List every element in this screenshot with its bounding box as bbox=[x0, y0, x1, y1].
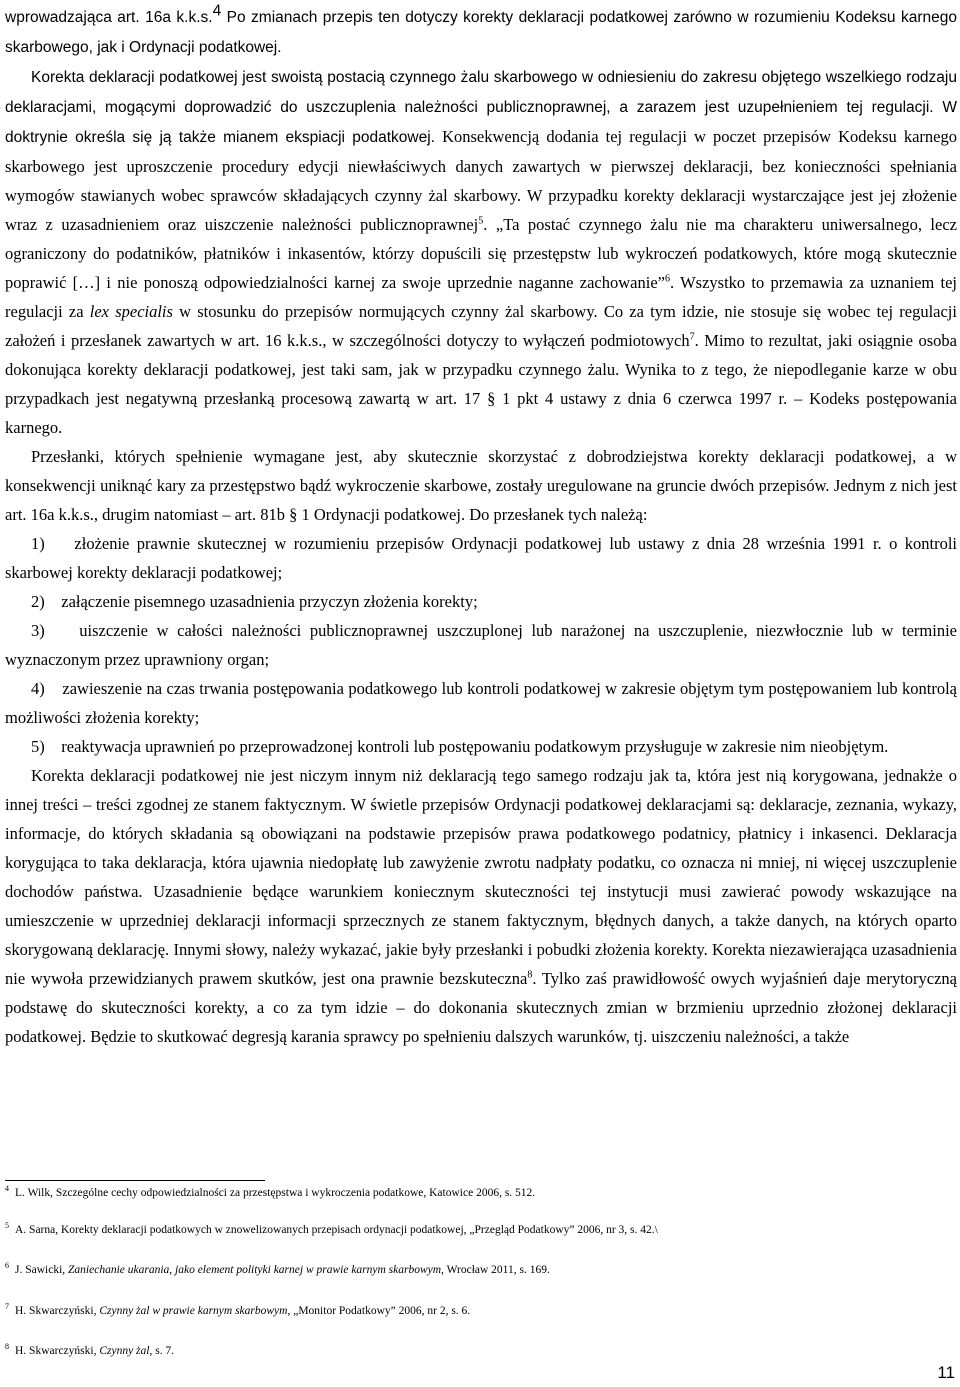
footnote-ref-8[interactable]: 8 bbox=[527, 969, 533, 981]
footnote-8: $^8$ H. Skwarczyński, Czynny żal, s. 7. bbox=[5, 1342, 175, 1357]
footnote-ref-5[interactable]: 5 bbox=[478, 215, 484, 227]
list-item: 1) złożenie prawnie skutecznej w rozumieniu przepisów Ordynacji podatkowej lub ustawy z dnia 28 września 1991 r. o kontroli skarbowej korekty deklaracji podatkowej; bbox=[5, 534, 957, 582]
list-item: 4) zawieszenie na czas trwania postępowania podatkowego lub kontroli podatkowej w zakresie objętym tym postępowaniem lub kontrolą możliwości złożenia korekty; bbox=[5, 679, 957, 727]
paragraph-4: Korekta deklaracji podatkowej nie jest niczym innym niż deklaracją tego samego rodzaju jak ta, która jest nią korygowana, jednakże o innej treści – treści zgodnej ze stanem faktycznym. W świetle przepisów Ordynacji podatkowej deklaracjami są: deklaracje, zeznania, wykazy, informacje, do których składania są obowiązani na podstawie przepisów prawa podatkowego podatnicy, płatnicy i inkasenci. Deklaracja korygująca to taka deklaracja, która ujawnia niedopłatę lub zawyżenie zwrotu nadpłaty podatku, co oznacza ni mniej, ni więcej uszczuplenie dochodów państwa. Uzasadnienie będące warunkiem koniecznym skuteczności tej instytucji musi zawierać powody wskazujące na umieszczenie w uprzedniej deklaracji informacji sprzecznych ze stanem faktycznym, błędnych danych, a także danych, na których oparto skorygowaną deklarację. Innymi słowy, należy wykazać, jakie były przesłanki i pobudki złożenia korekty. Korekta niezawierająca uzasadnienia nie wywoła przewidzianych prawem skutków, jest ona prawnie bezskuteczna$^8$. Tylko zaś prawidłowość owych wyjaśnień daje merytoryczną podstawę do skuteczności korekty, a co za tym idzie – do dokonania skutecznych zmian w brzmieniu uprzednio złożonej deklaracji podatkowej. Będzie to skutkować degresją karania sprawcy po spełnieniu dalszych warunków, tj. uiszczeniu należności, a także bbox=[5, 766, 957, 1046]
list-item: 2) załączenie pisemnego uzasadnienia przyczyn złożenia korekty; bbox=[31, 592, 478, 611]
footnote-6: $^6$ J. Sawicki, Zaniechanie ukarania, jako element polityki karnej w prawie karnym skarbowym, Wrocław 2011, s. 169. bbox=[5, 1261, 550, 1276]
list-item: 3) uiszczenie w całości należności publicznoprawnej uszczuplonej lub narażonej na uszczuplenie, niezwłocznie lub w terminie wyznaczonym przez uprawniony organ; bbox=[5, 621, 957, 669]
conditions-list bbox=[5, 529, 957, 761]
footnote-5: $^5$ A. Sarna, Korekty deklaracji podatkowych w znowelizowanych przepisach ordynacji podatkowej, „Przegląd Podatkowy” 2006, nr 3, s. 42.\ bbox=[5, 1221, 658, 1236]
footnote-separator bbox=[5, 1180, 265, 1181]
footnote-7: $^7$ H. Skwarczyński, Czynny żal w prawie karnym skarbowym, „Monitor Podatkowy” 2006, nr 2, s. 6. bbox=[5, 1302, 471, 1317]
footnote-ref-6[interactable]: 6 bbox=[664, 273, 670, 285]
page-number: 11 bbox=[937, 1363, 955, 1382]
list-item: 5) reaktywacja uprawnień po przeprowadzonej kontroli lub postępowaniu podatkowym przysługuje w zakresie nim nieobjętym. bbox=[31, 737, 889, 756]
paragraph-1: wprowadzająca art. 16a k.k.s.$^4$ Po zmianach przepis ten dotyczy korekty deklaracji podatkowej zarówno w rozumieniu Kodeksu karnego skarbowego, jak i Ordynacji podatkowej. bbox=[5, 2, 957, 56]
document-body bbox=[5, 2, 957, 1051]
footnote-ref-7[interactable]: 7 bbox=[689, 331, 695, 343]
paragraph-2: Korekta deklaracji podatkowej jest swoistą postacią czynnego żalu skarbowego w odniesieniu do zakresu objętego wszelkiego rodzaju deklaracjami, mogącymi doprowadzić do uszczuplenia należności publicznoprawnej, a zarazem jest uzupełnieniem tej regulacji. W doktrynie określa się ją także mianem ekspiacji podatkowej. Konsekwencją dodania tej regulacji w poczet przepisów Kodeksu karnego skarbowego jest uproszczenie procedury edycji niewłaściwych danych zawartych w pierwszej deklaracji, bez konieczności spełniania wymogów stawianych wobec sprawców składających czynny żal skarbowy. W przypadku korekty deklaracji wystarczające jest jej złożenie wraz z uzasadnieniem oraz uiszczenie należności publicznoprawnej$^5$. „Ta postać czynnego żalu nie ma charakteru uniwersalnego, lecz ograniczony do podatników, płatników i inkasentów, którzy dopuścili się przestępstw lub wykroczeń podatkowych, które mogą skutecznie poprawić […] i nie ponoszą odpowiedzialności karnej za swoje uprzednie naganne zachowanie”$^6$. Wszystko to przemawia za uznaniem tej regulacji za lex specialis w stosunku do przepisów normujących czynny żal skarbowy. Co za tym idzie, nie stosuje się wobec tej regulacji założeń i przesłanek zawartych w art. 16 k.k.s., w szczególności dotyczy to wyłączeń podmiotowych$^7$. Mimo to rezultat, jaki osiągnie osoba dokonująca korekty deklaracji podatkowej, jest taki sam, jak w przypadku czynnego żalu. Wynika to z tego, że niepodleganie karze w obu przypadkach jest negatywną przesłanką procesową zawartą w art. 17 § 1 pkt 4 ustawy z dnia 6 czerwca 1997 r. – Kodeks postępowania karnego. bbox=[5, 69, 957, 437]
footnote-4: $^4$ L. Wilk, Szczególne cechy odpowiedzialności za przestępstwa i wykroczenia podatkowe, Katowice 2006, s. 512. bbox=[5, 1184, 536, 1199]
footnote-ref-4[interactable]: 4 bbox=[212, 2, 222, 20]
paragraph-3: Przesłanki, których spełnienie wymagane jest, aby skutecznie skorzystać z dobrodziejstwa korekty deklaracji podatkowej, a w konsekwencji uniknąć kary za przestępstwo bądź wykroczenie skarbowe, zostały uregulowane na gruncie dwóch przepisów. Jednym z nich jest art. 16a k.k.s., drugim natomiast – art. 81b § 1 Ordynacji podatkowej. Do przesłanek tych należą: bbox=[5, 447, 957, 524]
